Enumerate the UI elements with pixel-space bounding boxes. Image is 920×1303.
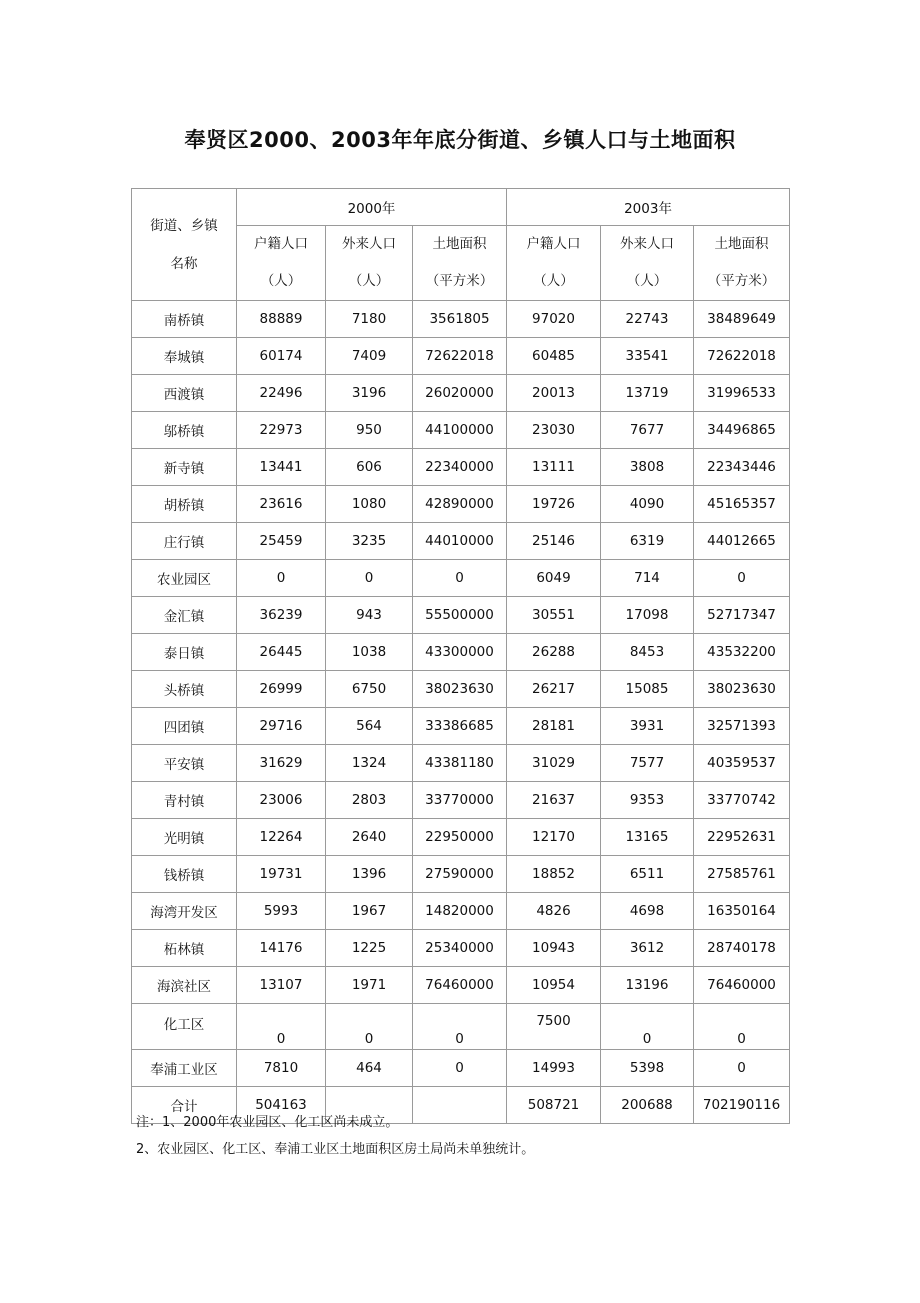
table-row [132,745,790,782]
hukou-2000-cell: 60174 [237,338,326,375]
district-name-cell: 合计 [132,1087,237,1124]
table-row [132,1050,790,1087]
hukou-2000-cell: 23006 [237,782,326,819]
table-row [132,708,790,745]
migrant-2003-cell: 15085 [601,671,694,708]
table-row [132,930,790,967]
area-2003-cell: 16350164 [694,893,790,930]
migrant-2003-cell: 3931 [601,708,694,745]
area-2003-cell: 31996533 [694,375,790,412]
hukou-2000-cell: 88889 [237,301,326,338]
area-2003-cell: 34496865 [694,412,790,449]
area-2003-cell: 52717347 [694,597,790,634]
district-name-cell: 化工区 [132,1004,237,1050]
district-name-cell: 泰日镇 [132,634,237,671]
area-2003-cell: 72622018 [694,338,790,375]
area-2000-cell: 42890000 [413,486,507,523]
migrant-2003-cell: 13165 [601,819,694,856]
district-name-cell: 头桥镇 [132,671,237,708]
hukou-2003-cell: 26217 [507,671,601,708]
migrant-2003-cell: 17098 [601,597,694,634]
migrant-2000-cell: 0 [326,560,413,597]
hukou-2003-cell: 13111 [507,449,601,486]
migrant-2000-cell: 1971 [326,967,413,1004]
header-migrant-2000: 外来人口 （人） [326,226,413,301]
area-2003-cell: 38489649 [694,301,790,338]
table-row [132,819,790,856]
migrant-2000-cell: 1324 [326,745,413,782]
migrant-2000-cell: 564 [326,708,413,745]
hukou-2000-cell: 5993 [237,893,326,930]
area-2000-cell: 38023630 [413,671,507,708]
header-migrant-2003: 外来人口 （人） [601,226,694,301]
area-2000-cell: 0 [413,1050,507,1087]
hukou-2003-cell: 10943 [507,930,601,967]
district-name-cell: 新寺镇 [132,449,237,486]
migrant-2003-cell: 3808 [601,449,694,486]
hukou-2003-cell: 97020 [507,301,601,338]
hukou-2000-cell: 36239 [237,597,326,634]
name-header-line2: 名称 [170,255,198,272]
migrant-2003-cell: 7577 [601,745,694,782]
area-2000-cell: 33386685 [413,708,507,745]
hukou-2003-cell: 7500 [507,1004,601,1050]
migrant-2003-cell: 3612 [601,930,694,967]
area-2000-cell: 43381180 [413,745,507,782]
migrant-2000-cell: 6750 [326,671,413,708]
hukou-2000-cell: 12264 [237,819,326,856]
hukou-2000-cell: 7810 [237,1050,326,1087]
table-row [132,449,790,486]
hukou-2003-cell: 21637 [507,782,601,819]
area-2000-cell: 44100000 [413,412,507,449]
district-name-cell: 海滨社区 [132,967,237,1004]
year-2000-header: 2000年 [237,189,507,226]
district-name-cell: 平安镇 [132,745,237,782]
hukou-2000-cell: 14176 [237,930,326,967]
area-2003-cell: 40359537 [694,745,790,782]
population-land-table [131,188,790,1124]
area-2000-cell: 3561805 [413,301,507,338]
area-2003-cell: 702190116 [694,1087,790,1124]
hukou-2003-cell: 14993 [507,1050,601,1087]
table-row [132,597,790,634]
area-2000-cell: 25340000 [413,930,507,967]
area-2003-cell: 32571393 [694,708,790,745]
migrant-2003-cell: 13196 [601,967,694,1004]
table-row [132,856,790,893]
hukou-2003-cell: 26288 [507,634,601,671]
header-hukou-2003: 户籍人口 （人） [507,226,601,301]
area-2000-cell: 26020000 [413,375,507,412]
district-name-cell: 钱桥镇 [132,856,237,893]
area-2003-cell: 76460000 [694,967,790,1004]
hukou-2003-cell: 25146 [507,523,601,560]
migrant-2003-cell: 6319 [601,523,694,560]
area-2003-cell: 38023630 [694,671,790,708]
district-name-cell: 青村镇 [132,782,237,819]
migrant-2000-cell: 7409 [326,338,413,375]
district-name-cell: 奉浦工业区 [132,1050,237,1087]
hukou-2000-cell: 22496 [237,375,326,412]
header-area-2000: 土地面积 （平方米） [413,226,507,301]
migrant-2000-cell: 2640 [326,819,413,856]
table-row [132,967,790,1004]
area-2000-cell: 55500000 [413,597,507,634]
district-name-cell: 南桥镇 [132,301,237,338]
migrant-2000-cell: 1967 [326,893,413,930]
district-name-cell: 光明镇 [132,819,237,856]
table-row [132,782,790,819]
hukou-2000-cell: 0 [237,560,326,597]
note-2: 2、农业园区、化工区、奉浦工业区土地面积区房土局尚未单独统计。 [136,1142,535,1157]
migrant-2003-cell: 22743 [601,301,694,338]
migrant-2003-cell: 9353 [601,782,694,819]
area-2000-cell: 0 [413,560,507,597]
hukou-2000-cell: 26445 [237,634,326,671]
header-area-2003: 土地面积 （平方米） [694,226,790,301]
area-2003-cell: 0 [694,1004,790,1050]
migrant-2003-cell: 6511 [601,856,694,893]
district-name-cell: 四团镇 [132,708,237,745]
migrant-2000-cell: 1225 [326,930,413,967]
header-hukou-2000: 户籍人口 （人） [237,226,326,301]
area-2003-cell: 28740178 [694,930,790,967]
migrant-2000-cell: 1080 [326,486,413,523]
hukou-2003-cell: 508721 [507,1087,601,1124]
table-row [132,560,790,597]
area-2003-cell: 0 [694,560,790,597]
area-2003-cell: 43532200 [694,634,790,671]
district-name-cell: 农业园区 [132,560,237,597]
hukou-2000-cell: 13107 [237,967,326,1004]
migrant-2003-cell: 13719 [601,375,694,412]
hukou-2000-cell: 26999 [237,671,326,708]
table-row [132,301,790,338]
migrant-2003-cell: 33541 [601,338,694,375]
migrant-2003-cell: 714 [601,560,694,597]
table-row [132,893,790,930]
name-header-line1: 街道、乡镇 [150,217,218,234]
area-2000-cell: 33770000 [413,782,507,819]
migrant-2003-cell: 7677 [601,412,694,449]
page-title: 奉贤区2000、2003年年底分街道、乡镇人口与土地面积 [184,128,736,152]
migrant-2000-cell: 3196 [326,375,413,412]
hukou-2000-cell: 25459 [237,523,326,560]
area-2000-cell: 22340000 [413,449,507,486]
migrant-2000-cell: 7180 [326,301,413,338]
hukou-2000-cell: 23616 [237,486,326,523]
area-2000-cell: 27590000 [413,856,507,893]
migrant-2003-cell: 8453 [601,634,694,671]
area-2003-cell: 45165357 [694,486,790,523]
hukou-2000-cell: 29716 [237,708,326,745]
district-name-cell: 奉城镇 [132,338,237,375]
migrant-2000-cell: 1396 [326,856,413,893]
hukou-2003-cell: 30551 [507,597,601,634]
header-row-years [132,189,790,226]
hukou-2003-cell: 12170 [507,819,601,856]
area-2003-cell: 22343446 [694,449,790,486]
table-row [132,486,790,523]
hukou-2000-cell: 22973 [237,412,326,449]
table-row [132,412,790,449]
migrant-2003-cell: 200688 [601,1087,694,1124]
area-2003-cell: 33770742 [694,782,790,819]
area-2003-cell: 22952631 [694,819,790,856]
area-2000-cell: 44010000 [413,523,507,560]
note-1: 注：1、2000年农业园区、化工区尚未成立。 [136,1115,399,1130]
area-2000-cell: 22950000 [413,819,507,856]
area-2000-cell: 14820000 [413,893,507,930]
migrant-2000-cell: 950 [326,412,413,449]
area-2000-cell [413,1087,507,1124]
migrant-2003-cell: 4090 [601,486,694,523]
hukou-2003-cell: 20013 [507,375,601,412]
hukou-2003-cell: 19726 [507,486,601,523]
district-name-cell: 庄行镇 [132,523,237,560]
hukou-2003-cell: 6049 [507,560,601,597]
area-2000-cell: 76460000 [413,967,507,1004]
area-2000-cell: 43300000 [413,634,507,671]
hukou-2003-cell: 23030 [507,412,601,449]
hukou-2000-cell: 13441 [237,449,326,486]
district-name-cell: 胡桥镇 [132,486,237,523]
migrant-2003-cell: 4698 [601,893,694,930]
hukou-2003-cell: 28181 [507,708,601,745]
area-2003-cell: 27585761 [694,856,790,893]
name-column-header [132,189,237,301]
table-row [132,523,790,560]
migrant-2000-cell: 0 [326,1004,413,1050]
migrant-2000-cell: 943 [326,597,413,634]
migrant-2000-cell: 2803 [326,782,413,819]
hukou-2000-cell: 19731 [237,856,326,893]
table-row [132,1004,790,1050]
migrant-2000-cell: 1038 [326,634,413,671]
table-row [132,634,790,671]
migrant-2000-cell: 606 [326,449,413,486]
hukou-2003-cell: 60485 [507,338,601,375]
district-name-cell: 邬桥镇 [132,412,237,449]
area-2000-cell: 0 [413,1004,507,1050]
migrant-2003-cell: 0 [601,1004,694,1050]
migrant-2003-cell: 5398 [601,1050,694,1087]
hukou-2000-cell: 504163 [237,1087,326,1124]
district-name-cell: 西渡镇 [132,375,237,412]
district-name-cell: 金汇镇 [132,597,237,634]
hukou-2003-cell: 4826 [507,893,601,930]
table-row [132,375,790,412]
area-2003-cell: 0 [694,1050,790,1087]
hukou-2000-cell: 31629 [237,745,326,782]
area-2003-cell: 44012665 [694,523,790,560]
district-name-cell: 柘林镇 [132,930,237,967]
hukou-2003-cell: 10954 [507,967,601,1004]
table-row [132,671,790,708]
district-name-cell: 海湾开发区 [132,893,237,930]
hukou-2003-cell: 31029 [507,745,601,782]
area-2000-cell: 72622018 [413,338,507,375]
year-2003-header: 2003年 [507,189,790,226]
hukou-2000-cell: 0 [237,1004,326,1050]
migrant-2000-cell: 464 [326,1050,413,1087]
migrant-2000-cell: 3235 [326,523,413,560]
hukou-2003-cell: 18852 [507,856,601,893]
table-row [132,338,790,375]
